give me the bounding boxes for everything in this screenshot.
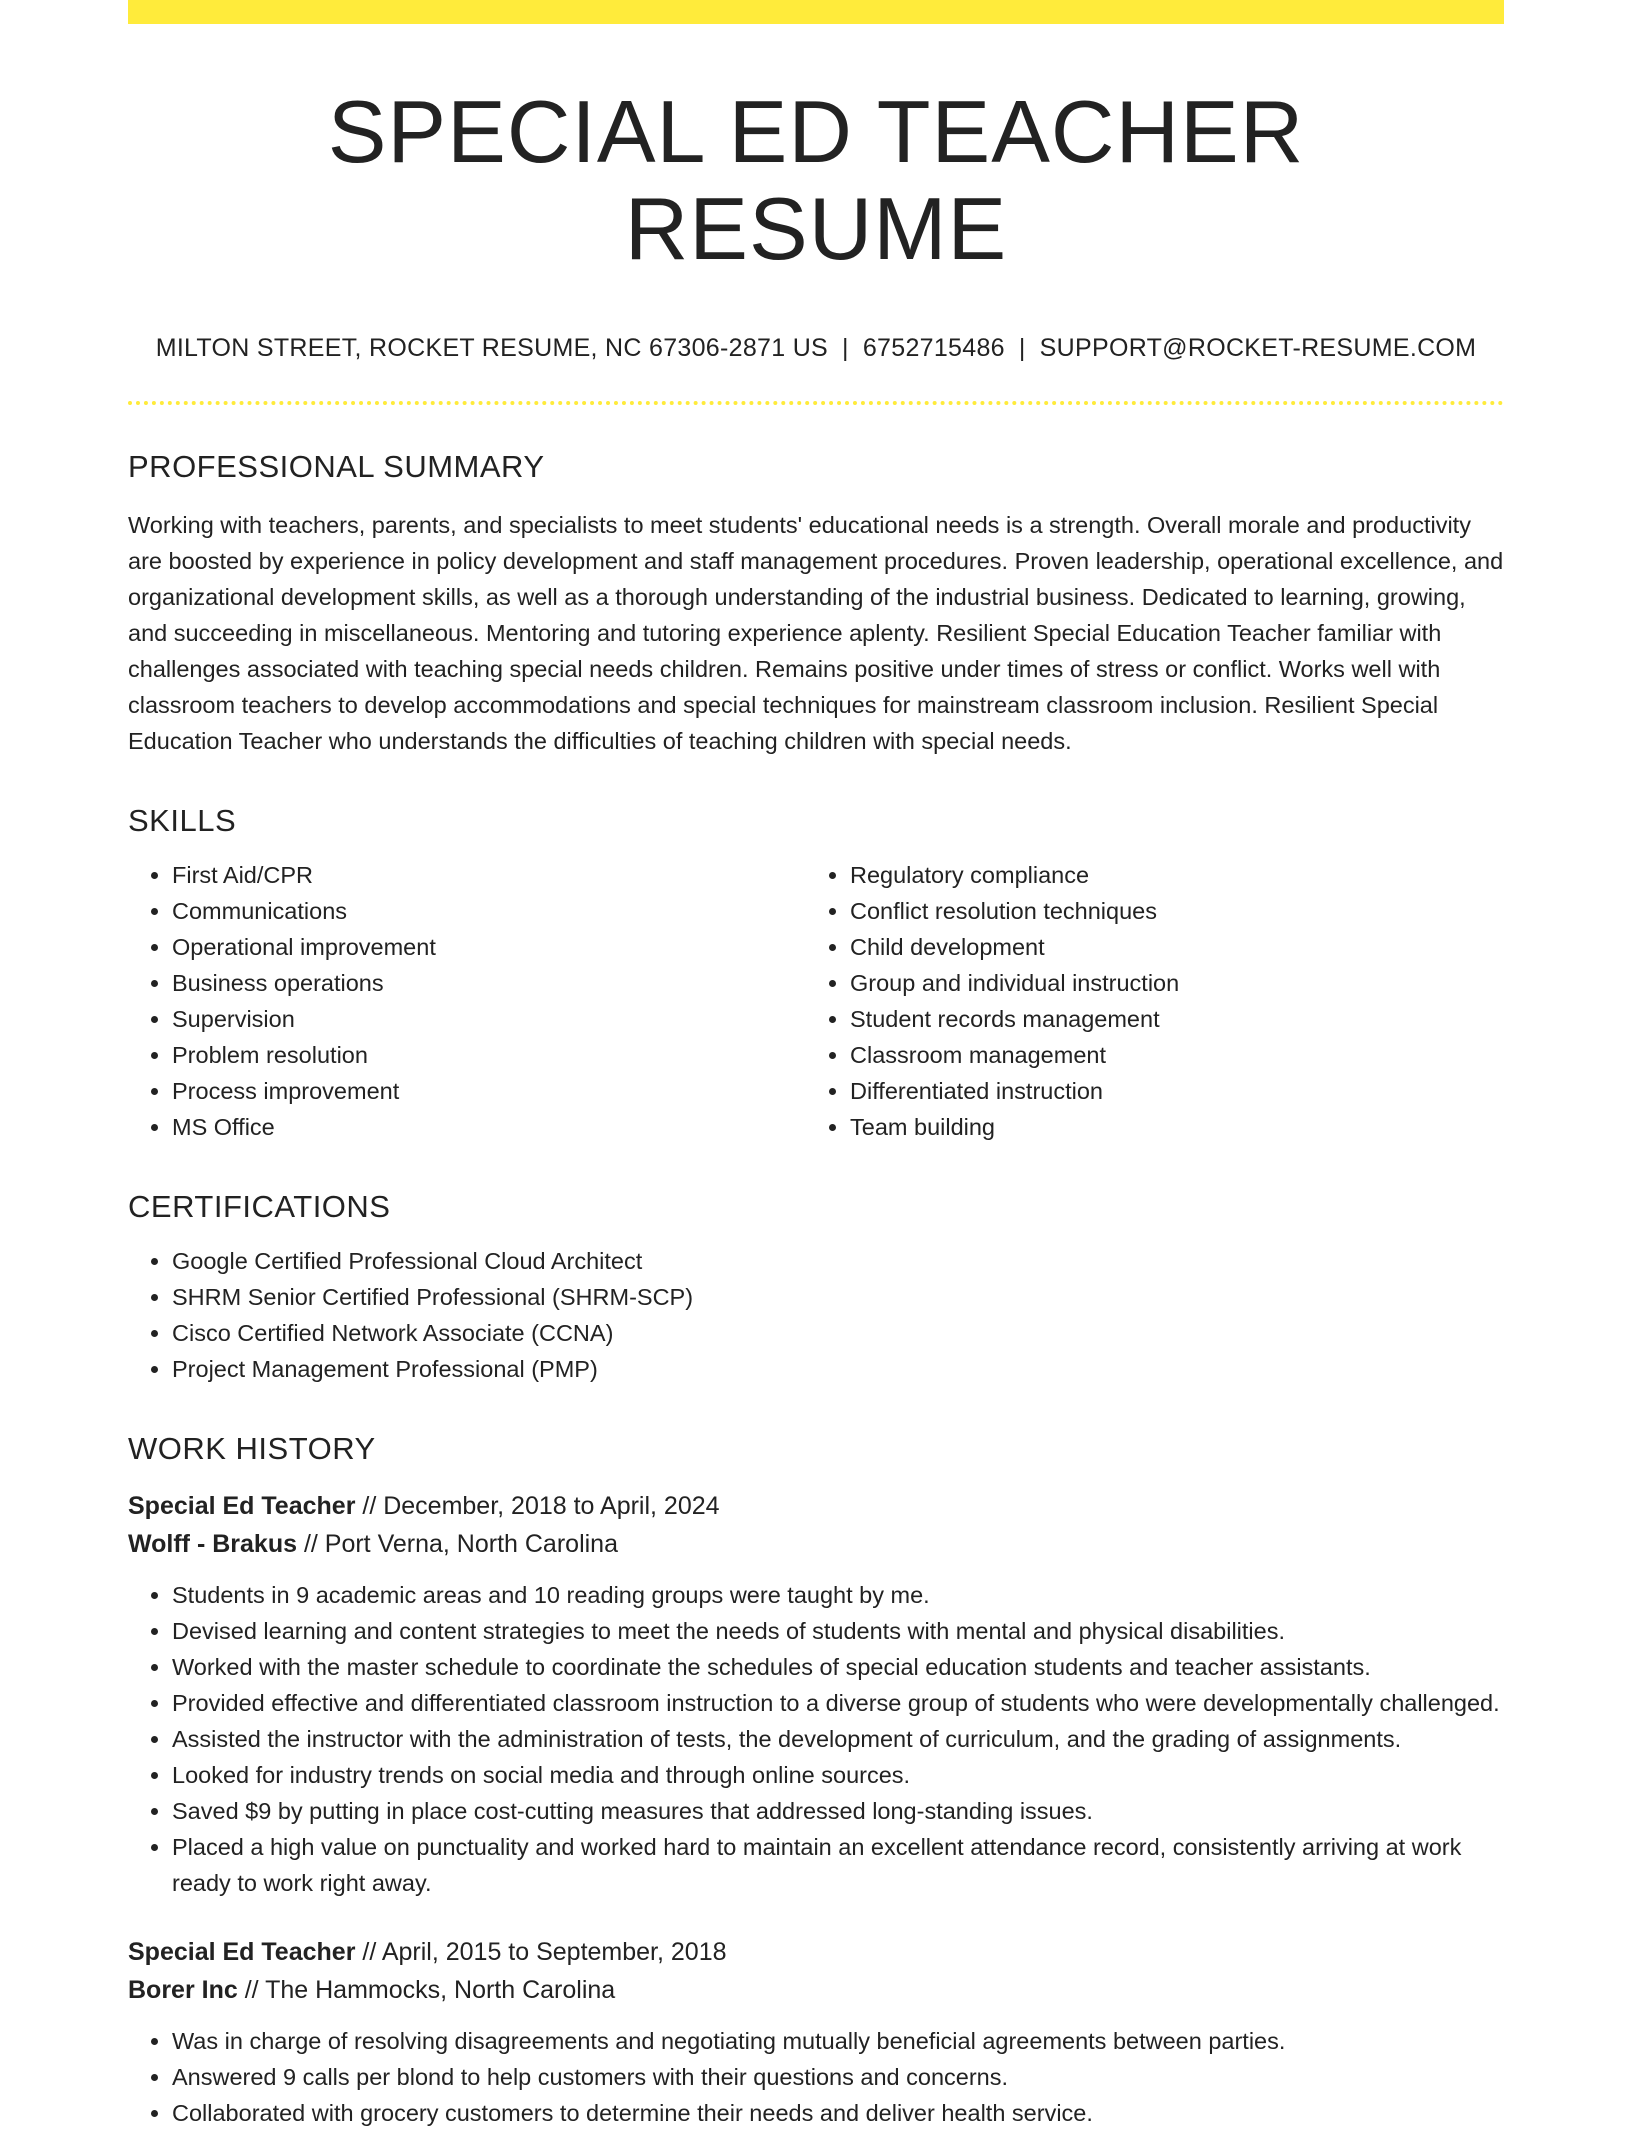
- job-bullet: • Assisted the instructor with the administration of tests, the development of curriculum, and the grading of assignments.: [172, 1721, 1504, 1757]
- certification-item: • Cisco Certified Network Associate (CCNA): [172, 1315, 1504, 1351]
- page-title: SPECIAL ED TEACHER RESUME: [327, 82, 1305, 278]
- job-bullet: • Collaborated with grocery customers to determine their needs and deliver health service.: [172, 2095, 1504, 2131]
- skill-item: • First Aid/CPR: [172, 857, 806, 893]
- skill-item: • Regulatory compliance: [850, 857, 1484, 893]
- skill-item: • Conflict resolution techniques: [850, 893, 1484, 929]
- skill-item: • Child development: [850, 929, 1484, 965]
- skills-heading: SKILLS: [128, 802, 237, 838]
- contact-separator: |: [842, 333, 849, 362]
- job-dates: // April, 2015 to September, 2018: [355, 1937, 727, 1966]
- skill-item: • MS Office: [172, 1109, 806, 1145]
- job-bullets: [128, 2023, 1504, 2131]
- job-bullet: • Devised learning and content strategies to meet the needs of students with mental and physical disabilities.: [172, 1613, 1504, 1649]
- job-bullet: • Was in charge of resolving disagreements and negotiating mutually beneficial agreements between parties.: [172, 2023, 1504, 2059]
- job-bullet: • Saved $9 by putting in place cost-cutting measures that addressed long-standing issues.: [172, 1793, 1504, 1829]
- certification-item: • SHRM Senior Certified Professional (SHRM-SCP): [172, 1279, 1504, 1315]
- skill-item: • Operational improvement: [172, 929, 806, 965]
- job-bullet: • Students in 9 academic areas and 10 reading groups were taught by me.: [172, 1577, 1504, 1613]
- contact-line: [128, 334, 1504, 363]
- skill-item: • Communications: [172, 893, 806, 929]
- contact-phone: 6752715486: [862, 333, 1005, 362]
- job-bullet: • Placed a high value on punctuality and worked hard to maintain an excellent attendance record, consistently arriving at work ready to work right away.: [172, 1829, 1504, 1901]
- work-history-heading: WORK HISTORY: [128, 1430, 376, 1466]
- resume-page: [128, 0, 1504, 2131]
- job-company: Wolff - Brakus: [128, 1529, 297, 1558]
- job-bullets: [128, 1577, 1504, 1901]
- skills-column-right: [806, 857, 1484, 1145]
- certifications-heading: CERTIFICATIONS: [128, 1188, 391, 1224]
- job-company-line: [128, 1525, 1504, 1563]
- job-company: Borer Inc: [128, 1975, 238, 2004]
- job-bullet: • Worked with the master schedule to coordinate the schedules of special education students and teacher assistants.: [172, 1649, 1504, 1685]
- job-title: Special Ed Teacher: [128, 1937, 356, 1966]
- skills-column-left: [128, 857, 806, 1145]
- job-company-line: [128, 1971, 1504, 2009]
- skill-item: • Differentiated instruction: [850, 1073, 1484, 1109]
- skill-item: • Process improvement: [172, 1073, 806, 1109]
- skill-item: • Supervision: [172, 1001, 806, 1037]
- skill-item: • Business operations: [172, 965, 806, 1001]
- summary-heading: PROFESSIONAL SUMMARY: [128, 448, 545, 484]
- contact-address: MILTON STREET, ROCKET RESUME, NC 67306-2871 US: [155, 333, 829, 362]
- certifications-list: [128, 1243, 1504, 1387]
- contact-email: SUPPORT@ROCKET-RESUME.COM: [1039, 333, 1477, 362]
- job-title-line: [128, 1933, 1504, 1971]
- job-location: // The Hammocks, North Carolina: [237, 1975, 616, 2004]
- job-location: // Port Verna, North Carolina: [297, 1529, 618, 1558]
- skill-item: • Classroom management: [850, 1037, 1484, 1073]
- skill-item: • Student records management: [850, 1001, 1484, 1037]
- contact-separator: |: [1018, 333, 1026, 362]
- summary-text: Working with teachers, parents, and specialists to meet students' educational needs is a strength. Overall morale and productivity are boosted by experience in policy development and staff management procedures. Proven leadership, operational excellence, and organizational development skills, as well as a thorough understanding of the industrial business. Dedicated to learning, growing, and succeeding in miscellaneous. Mentoring and tutoring experience aplenty. Resilient Special Education Teacher familiar with challenges associated with teaching special needs children. Remains positive under times of stress or conflict. Works well with classroom teachers to develop accommodations and special techniques for mainstream classroom inclusion. Resilient Special Education Teacher who understands the difficulties of teaching children with special needs.: [128, 511, 1504, 754]
- job-bullet: • Answered 9 calls per blond to help customers with their questions and concerns.: [172, 2059, 1504, 2095]
- certification-item: • Google Certified Professional Cloud Architect: [172, 1243, 1504, 1279]
- certification-item: • Project Management Professional (PMP): [172, 1351, 1504, 1387]
- job-title-line: [128, 1487, 1504, 1525]
- skill-item: • Group and individual instruction: [850, 965, 1484, 1001]
- skills-grid: [128, 857, 1504, 1145]
- job-dates: // December, 2018 to April, 2024: [355, 1491, 720, 1520]
- job-bullet: • Looked for industry trends on social media and through online sources.: [172, 1757, 1504, 1793]
- job-entry: [128, 1487, 1504, 1901]
- job-title: Special Ed Teacher: [128, 1491, 356, 1520]
- top-accent-bar: [128, 0, 1504, 24]
- job-entry: [128, 1933, 1504, 2131]
- dotted-divider: [128, 401, 1504, 405]
- skill-item: • Team building: [850, 1109, 1484, 1145]
- job-bullet: • Provided effective and differentiated classroom instruction to a diverse group of students who were developmentally challenged.: [172, 1685, 1504, 1721]
- skill-item: • Problem resolution: [172, 1037, 806, 1073]
